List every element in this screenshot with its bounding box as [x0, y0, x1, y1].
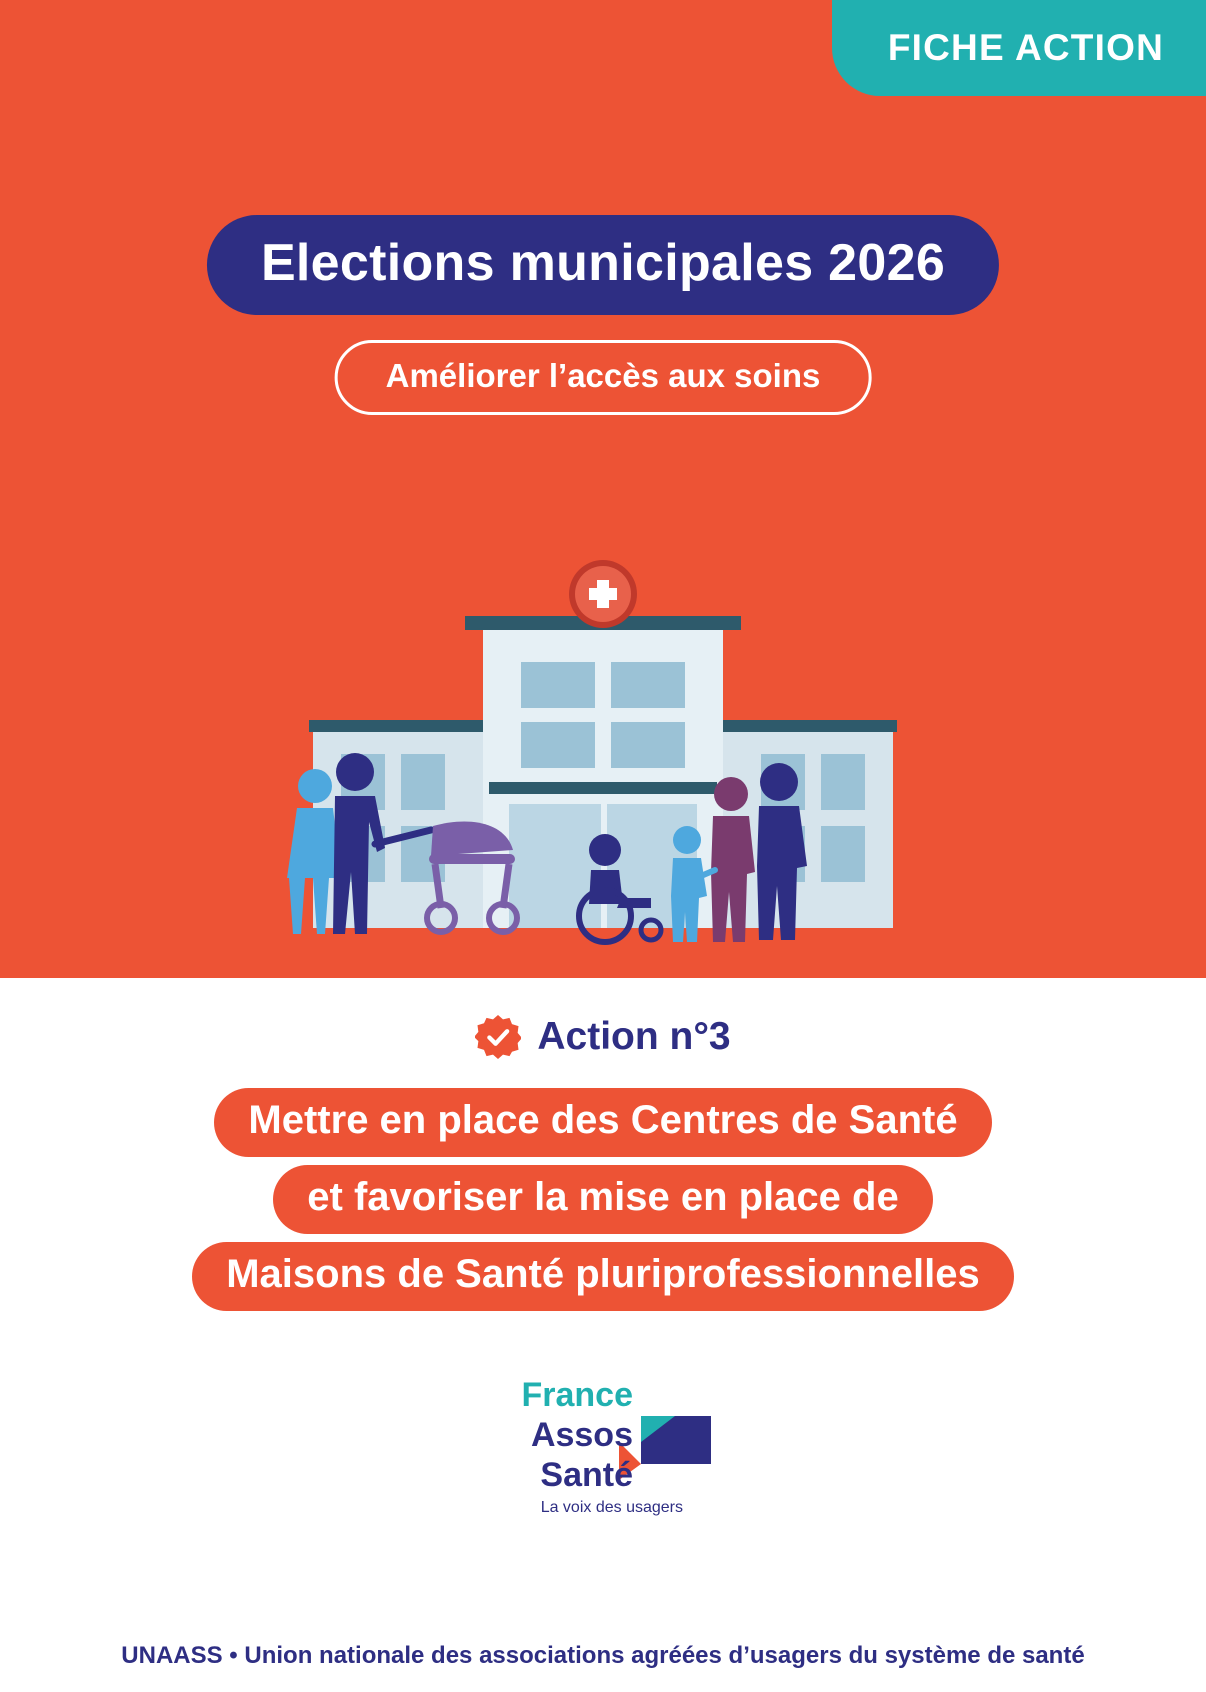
page-subtitle-pill [335, 340, 872, 415]
content-panel [0, 978, 1206, 1692]
logo-svg [473, 1354, 733, 1524]
page-title: Elections municipales 2026 [260, 234, 946, 292]
action-number-row [0, 1014, 1206, 1060]
footer-text: UNAASS • Union nationale des associations agréées d’usagers du système de santé [121, 1642, 1085, 1669]
ribbon-label: FICHE ACTION [887, 27, 1164, 68]
health-center-illustration [283, 558, 923, 978]
page-subtitle: Améliorer l’accès aux soins [385, 357, 821, 394]
france-assos-sante-logo [473, 1354, 733, 1524]
headline-line-2: et favoriser la mise en place de [273, 1165, 932, 1234]
action-label: Action n°3 [537, 1015, 731, 1058]
headline-block [0, 1088, 1206, 1311]
fiche-action-ribbon [832, 0, 1206, 96]
logo-line-1: France [521, 1376, 633, 1414]
logo-line-2: Assos [530, 1416, 633, 1454]
headline-line-3: Maisons de Santé pluriprofessionnelles [192, 1242, 1014, 1311]
page-title-pill [207, 215, 999, 315]
headline-line-1: Mettre en place des Centres de Santé [214, 1088, 991, 1157]
check-badge-icon [475, 1014, 521, 1060]
logo-line-3: Santé [540, 1456, 633, 1494]
logo-tagline: La voix des usagers [540, 1499, 683, 1516]
